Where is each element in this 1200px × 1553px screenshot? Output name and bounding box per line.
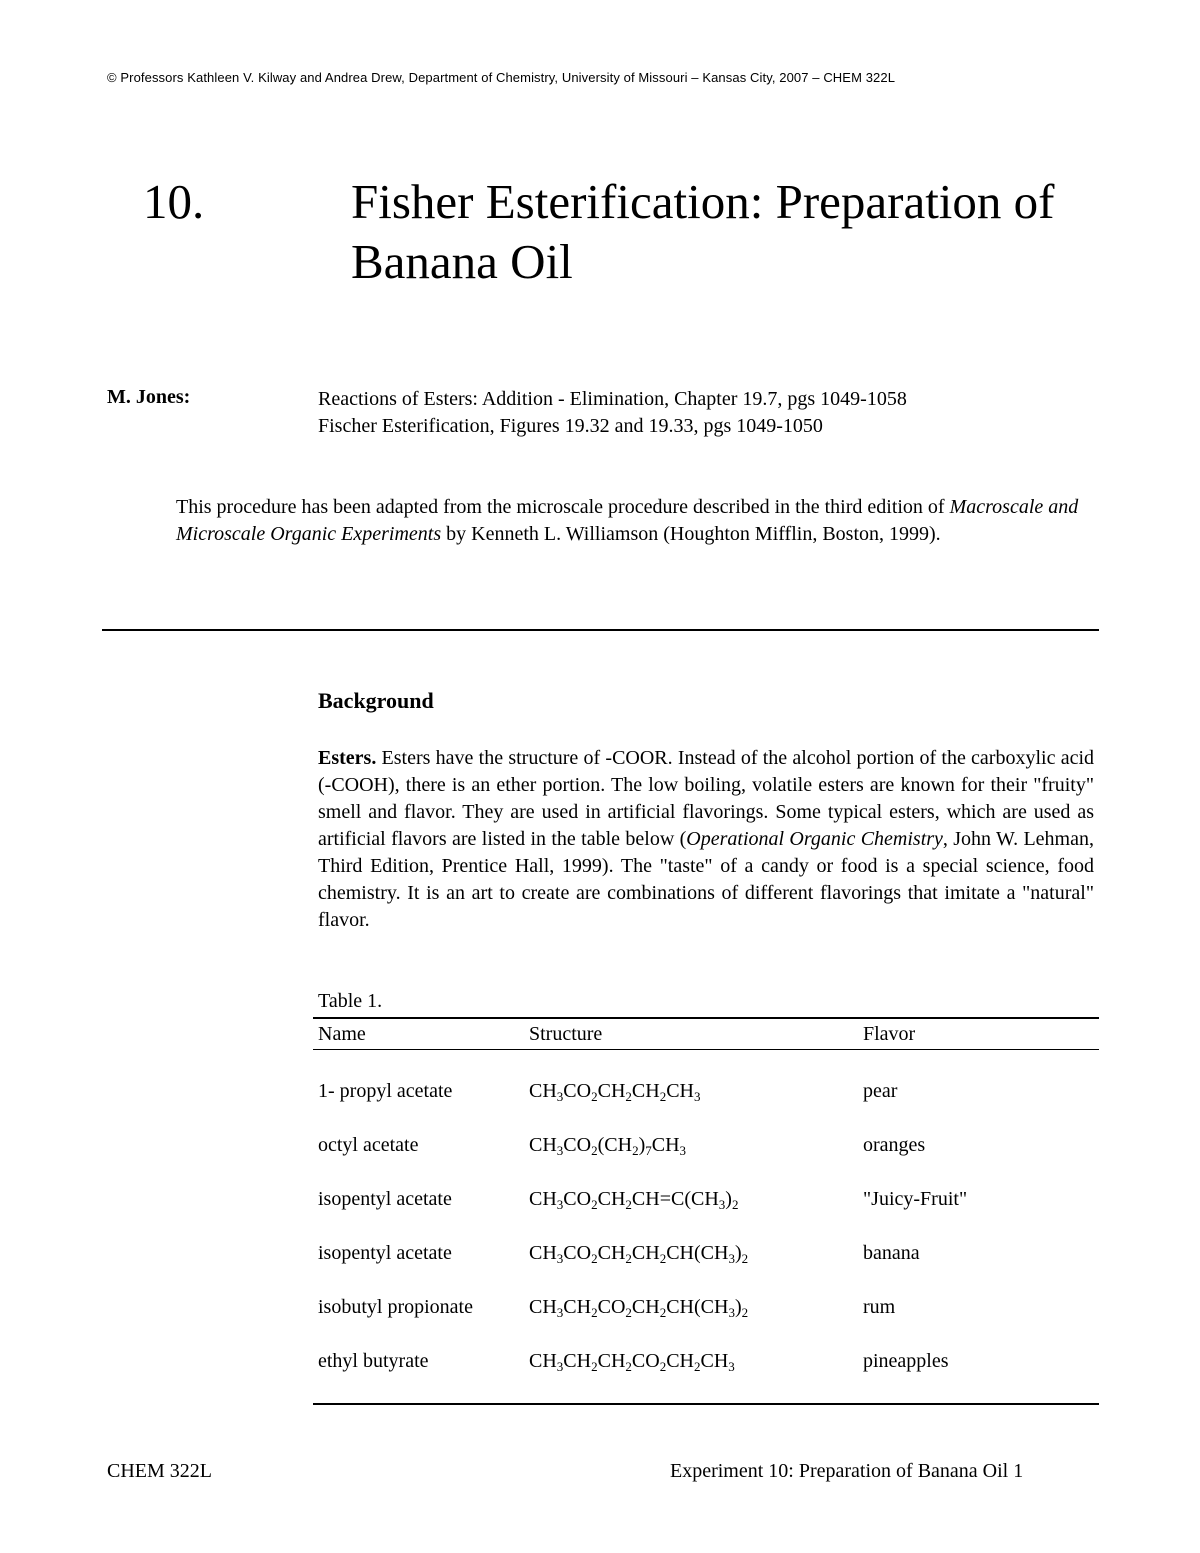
adaptation-outro: by Kenneth L. Williamson (Houghton Mifflin, Boston, 1999). xyxy=(441,523,941,545)
esters-lead: Esters. xyxy=(318,747,377,769)
adaptation-book-title: Macroscale and Microscale Organic Experiments xyxy=(176,496,1079,545)
footer-page-info: Experiment 10: Preparation of Banana Oil 1 xyxy=(670,1460,1024,1482)
background-paragraph xyxy=(318,745,1094,934)
table-cell-structure: $CH_3CO_2CH_2CH=C(CH_3)_2$ xyxy=(529,1188,739,1212)
table-top-rule xyxy=(313,1017,1099,1019)
background-text-1: Esters have the structure of -COOR. Instead of the alcohol portion of the carboxylic acid (-COOH), there is an ether portion. The low boiling, volatile esters are known for their "fruity" smell and flavor. They are used in artificial flavorings. Some typical esters, which are used as artificial flavors are listed in the table below ( xyxy=(318,747,1094,850)
chapter-title: Fisher Esterification: Preparation of Banana Oil xyxy=(351,174,1055,289)
adaptation-note xyxy=(176,494,1101,548)
table-cell-flavor: pear xyxy=(863,1080,898,1102)
table-cell-name: octyl acetate xyxy=(318,1134,419,1156)
table-cell-flavor: oranges xyxy=(863,1134,926,1156)
table-header-name: Name xyxy=(318,1023,366,1045)
table-cell-structure: $CH_3CO_2(CH_2)_7CH_3$ xyxy=(529,1134,687,1158)
table-cell-structure: $CH_3CO_2CH_2CH_2CH(CH_3)_2$ xyxy=(529,1242,749,1266)
table-header-structure: Structure xyxy=(529,1023,603,1045)
table-cell-structure: $CH_3CH_2CH_2CO_2CH_2CH_3$ xyxy=(529,1350,735,1374)
section-divider xyxy=(102,629,1099,631)
table-header-rule xyxy=(313,1049,1099,1050)
table-cell-flavor: pineapples xyxy=(863,1350,949,1372)
table-cell-name: isopentyl acetate xyxy=(318,1242,452,1264)
reference-lines xyxy=(318,386,907,440)
reference-line-2: Fischer Esterification, Figures 19.32 and 19.33, pgs 1049-1050 xyxy=(318,415,823,437)
table-cell-flavor: rum xyxy=(863,1296,896,1318)
table-caption: Table 1. xyxy=(318,990,383,1012)
table-cell-name: ethyl butyrate xyxy=(318,1350,429,1372)
background-text-2: , John W. Lehman, Third Edition, Prentice Hall, 1999). The "taste" of a candy or food is a special science, food chemistry. It is an art to create are combinations of different flavorings that imitate a "natural" flavor. xyxy=(318,828,1094,931)
footer-course: CHEM 322L xyxy=(107,1460,212,1482)
reference-line-1: Reactions of Esters: Addition - Elimination, Chapter 19.7, pgs 1049-1058 xyxy=(318,388,907,410)
table-cell-flavor: "Juicy-Fruit" xyxy=(863,1188,968,1210)
background-heading: Background xyxy=(318,688,434,713)
background-citation: Operational Organic Chemistry xyxy=(686,828,943,850)
table-cell-name: 1- propyl acetate xyxy=(318,1080,453,1102)
table-header-flavor: Flavor xyxy=(863,1023,916,1045)
table-cell-name: isopentyl acetate xyxy=(318,1188,452,1210)
table-cell-structure: $CH_3CO_2CH_2CH_2CH_3$ xyxy=(529,1080,701,1104)
table-cell-name: isobutyl propionate xyxy=(318,1296,473,1318)
table-bottom-rule xyxy=(313,1403,1099,1405)
chapter-number: 10. xyxy=(143,174,205,229)
reference-label: M. Jones: xyxy=(107,386,191,408)
table-cell-flavor: banana xyxy=(863,1242,920,1264)
adaptation-intro: This procedure has been adapted from the microscale procedure described in the third edition of xyxy=(176,496,945,518)
table-cell-structure: $CH_3CH_2CO_2CH_2CH(CH_3)_2$ xyxy=(529,1296,749,1320)
copyright-notice: © Professors Kathleen V. Kilway and Andrea Drew, Department of Chemistry, University of Missouri – Kansas City, 2007 – CHEM 322L xyxy=(107,70,896,85)
